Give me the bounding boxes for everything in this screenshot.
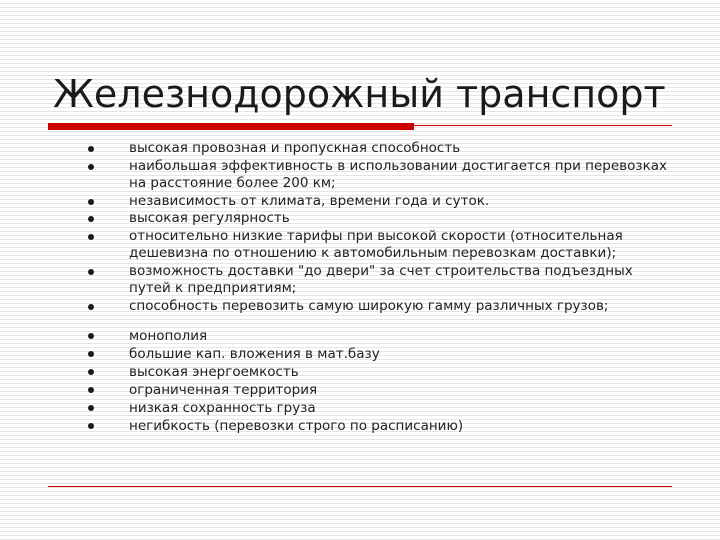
bullet-icon <box>88 333 94 339</box>
list-item <box>0 193 669 211</box>
list-item-text: наибольшая эффективность в использовании достигается при перевозках на расстояние более 200 км; <box>129 157 667 191</box>
bullet-icon <box>88 405 94 411</box>
list-item <box>0 327 669 345</box>
bottom-divider-line <box>48 486 672 487</box>
list-item-text: высокая провозная и пропускная способность <box>129 140 461 156</box>
bullet-icon <box>88 351 94 357</box>
list-item-text: высокая регулярность <box>129 210 290 226</box>
list-item-text: низкая сохранность груза <box>129 400 316 416</box>
bullet-icon <box>88 234 94 240</box>
list-item <box>0 399 669 417</box>
list-item <box>0 158 669 193</box>
bullet-icon <box>88 146 94 152</box>
bullet-icon <box>88 387 94 393</box>
list-item-text: относительно низкие тарифы при высокой скорости (относительная дешевизна по отношению к автомобильным перевозкам доставки); <box>129 227 623 261</box>
bullet-icon <box>88 304 94 310</box>
bullet-icon <box>88 269 94 275</box>
disadvantages-list <box>0 327 720 435</box>
advantages-list <box>0 140 720 315</box>
list-item <box>0 417 669 435</box>
list-item <box>0 345 669 363</box>
list-item-text: негибкость (перевозки строго по расписанию) <box>129 418 464 434</box>
list-item <box>0 363 669 381</box>
list-item <box>0 263 669 298</box>
list-item-text: способность перевозить самую широкую гамму различных грузов; <box>129 297 609 314</box>
slide-title: Железнодорожный транспорт <box>53 72 666 116</box>
list-item <box>0 228 669 263</box>
list-item-text: возможность доставки "до двери" за счет строительства подъездных путей к предприятиям; <box>129 262 633 296</box>
list-item <box>0 140 669 158</box>
list-item-text: высокая энергоемкость <box>129 364 299 380</box>
bullet-icon <box>88 199 94 205</box>
list-item-text: монополия <box>129 328 208 344</box>
bullet-icon <box>88 369 94 375</box>
bullet-icon <box>88 216 94 222</box>
bullet-icon <box>88 164 94 170</box>
list-item-text: большие кап. вложения в мат.базу <box>129 346 380 362</box>
list-item-text: ограниченная территория <box>129 382 318 398</box>
list-item <box>0 298 669 316</box>
list-item <box>0 381 669 399</box>
bullet-icon <box>88 423 94 429</box>
list-item-text: независимость от климата, времени года и суток. <box>129 192 490 209</box>
title-accent-bar <box>48 123 414 130</box>
list-item <box>0 210 669 228</box>
